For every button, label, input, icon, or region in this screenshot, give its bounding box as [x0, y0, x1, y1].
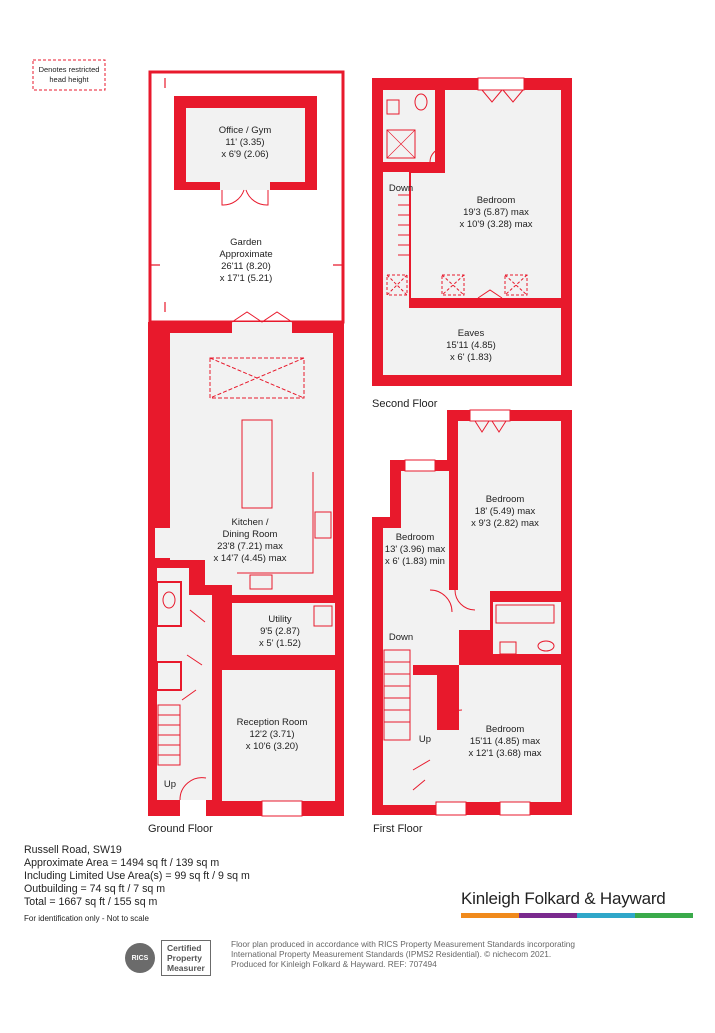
outbuilding-area: Outbuilding = 74 sq ft / 7 sq m	[24, 883, 166, 895]
second-bedroom-floor	[445, 90, 561, 298]
second-bedroom-dim1: 19'3 (5.87) max	[463, 207, 529, 218]
legend-text-2: head height	[49, 75, 89, 84]
agent-brand	[461, 889, 693, 918]
first-bedroom-small-dim1: 13' (3.96) max	[384, 544, 446, 555]
certified-measurer-box	[161, 940, 211, 976]
brand-bar-segment	[635, 913, 693, 918]
office-label	[219, 125, 272, 160]
kitchen-dim1: 23'8 (7.21) max	[217, 541, 283, 552]
office-dim2: x 6'9 (2.06)	[221, 149, 269, 160]
kitchen-name: Kitchen /	[231, 517, 269, 528]
kitchen-name2: Dining Room	[222, 529, 278, 540]
first-bedroom-rear-dim2: x 9'3 (2.82) max	[471, 518, 539, 529]
utility-dim2: x 5' (1.52)	[259, 638, 301, 649]
first-stairs-down: Down	[388, 632, 414, 643]
second-stairs-down: Down	[388, 183, 414, 194]
rics-line-1: Certified	[167, 943, 202, 953]
eaves-dim2: x 6' (1.83)	[450, 352, 492, 363]
garden-name: Garden	[230, 237, 262, 248]
garden-dim1: 26'11 (8.20)	[221, 261, 271, 272]
ground-floor-title: Ground Floor	[148, 823, 213, 835]
second-floor-title: Second Floor	[372, 398, 438, 410]
first-bedroom-front-dim2: x 12'1 (3.68) max	[468, 748, 542, 759]
first-stairs-up: Up	[418, 734, 432, 745]
disclaimer	[231, 939, 611, 969]
first-bedroom-rear-name: Bedroom	[485, 494, 525, 505]
address: Russell Road, SW19	[24, 844, 122, 856]
legend-text-1: Denotes restricted	[38, 65, 100, 74]
disclaimer-line-3: Produced for Kinleigh Folkard & Hayward. REF: 707494	[231, 959, 437, 969]
ground-wc-floor	[157, 582, 181, 626]
eaves-name: Eaves	[457, 328, 485, 339]
ground-stairs-up: Up	[163, 779, 177, 790]
brand-bar-segment	[577, 913, 635, 918]
eaves-dim1: 15'11 (4.85)	[446, 340, 496, 351]
first-bedroom-rear-dim1: 18' (5.49) max	[474, 506, 536, 517]
first-bedroom-small-name: Bedroom	[395, 532, 435, 543]
utility-name: Utility	[268, 614, 292, 625]
reception-name: Reception Room	[236, 717, 308, 728]
disclaimer-line-1: Floor plan produced in accordance with RICS Property Measurement Standards incorporating	[231, 939, 576, 949]
brand-bar-segment	[519, 913, 577, 918]
first-floor-title: First Floor	[373, 823, 423, 835]
property-info	[24, 844, 250, 925]
reception-dim2: x 10'6 (3.20)	[245, 741, 299, 752]
disclaimer-line-2: International Property Measurement Standards (IPMS2 Residential). © nichecom 2021.	[231, 949, 552, 959]
second-bedroom-dim2: x 10'9 (3.28) max	[459, 219, 533, 230]
rics-line-2: Property	[167, 953, 202, 963]
kitchen-dim2: x 14'7 (4.45) max	[213, 553, 287, 564]
first-bedroom-front-name: Bedroom	[485, 724, 525, 735]
total-area: Total = 1667 sq ft / 155 sq m	[24, 896, 158, 908]
first-bedroom-front-dim1: 15'11 (4.85) max	[469, 736, 541, 747]
limited-use-area: Including Limited Use Area(s) = 99 sq ft / 9 sq m	[24, 870, 250, 882]
approximate-area: Approximate Area = 1494 sq ft / 139 sq m	[24, 857, 220, 869]
first-bathroom-floor	[493, 602, 561, 654]
reception-dim1: 12'2 (3.71)	[249, 729, 295, 740]
garden-sub: Approximate	[219, 249, 273, 260]
scale-note: For identification only - Not to scale	[24, 914, 149, 923]
brand-bar-segment	[461, 913, 519, 918]
rics-logo: RICS	[125, 943, 155, 973]
second-bedroom-name: Bedroom	[476, 195, 516, 206]
agent-name: Kinleigh Folkard & Hayward	[461, 889, 666, 908]
office-name: Office / Gym	[218, 125, 272, 136]
brand-color-bar	[461, 913, 693, 918]
rics-badge	[125, 940, 211, 976]
office-dim1: 11' (3.35)	[225, 137, 265, 148]
utility-dim1: 9'5 (2.87)	[260, 626, 300, 637]
garden-dim2: x 17'1 (5.21)	[219, 273, 273, 284]
first-bedroom-small-dim2: x 6' (1.83) min	[385, 556, 445, 567]
rics-line-3: Measurer	[167, 963, 205, 973]
